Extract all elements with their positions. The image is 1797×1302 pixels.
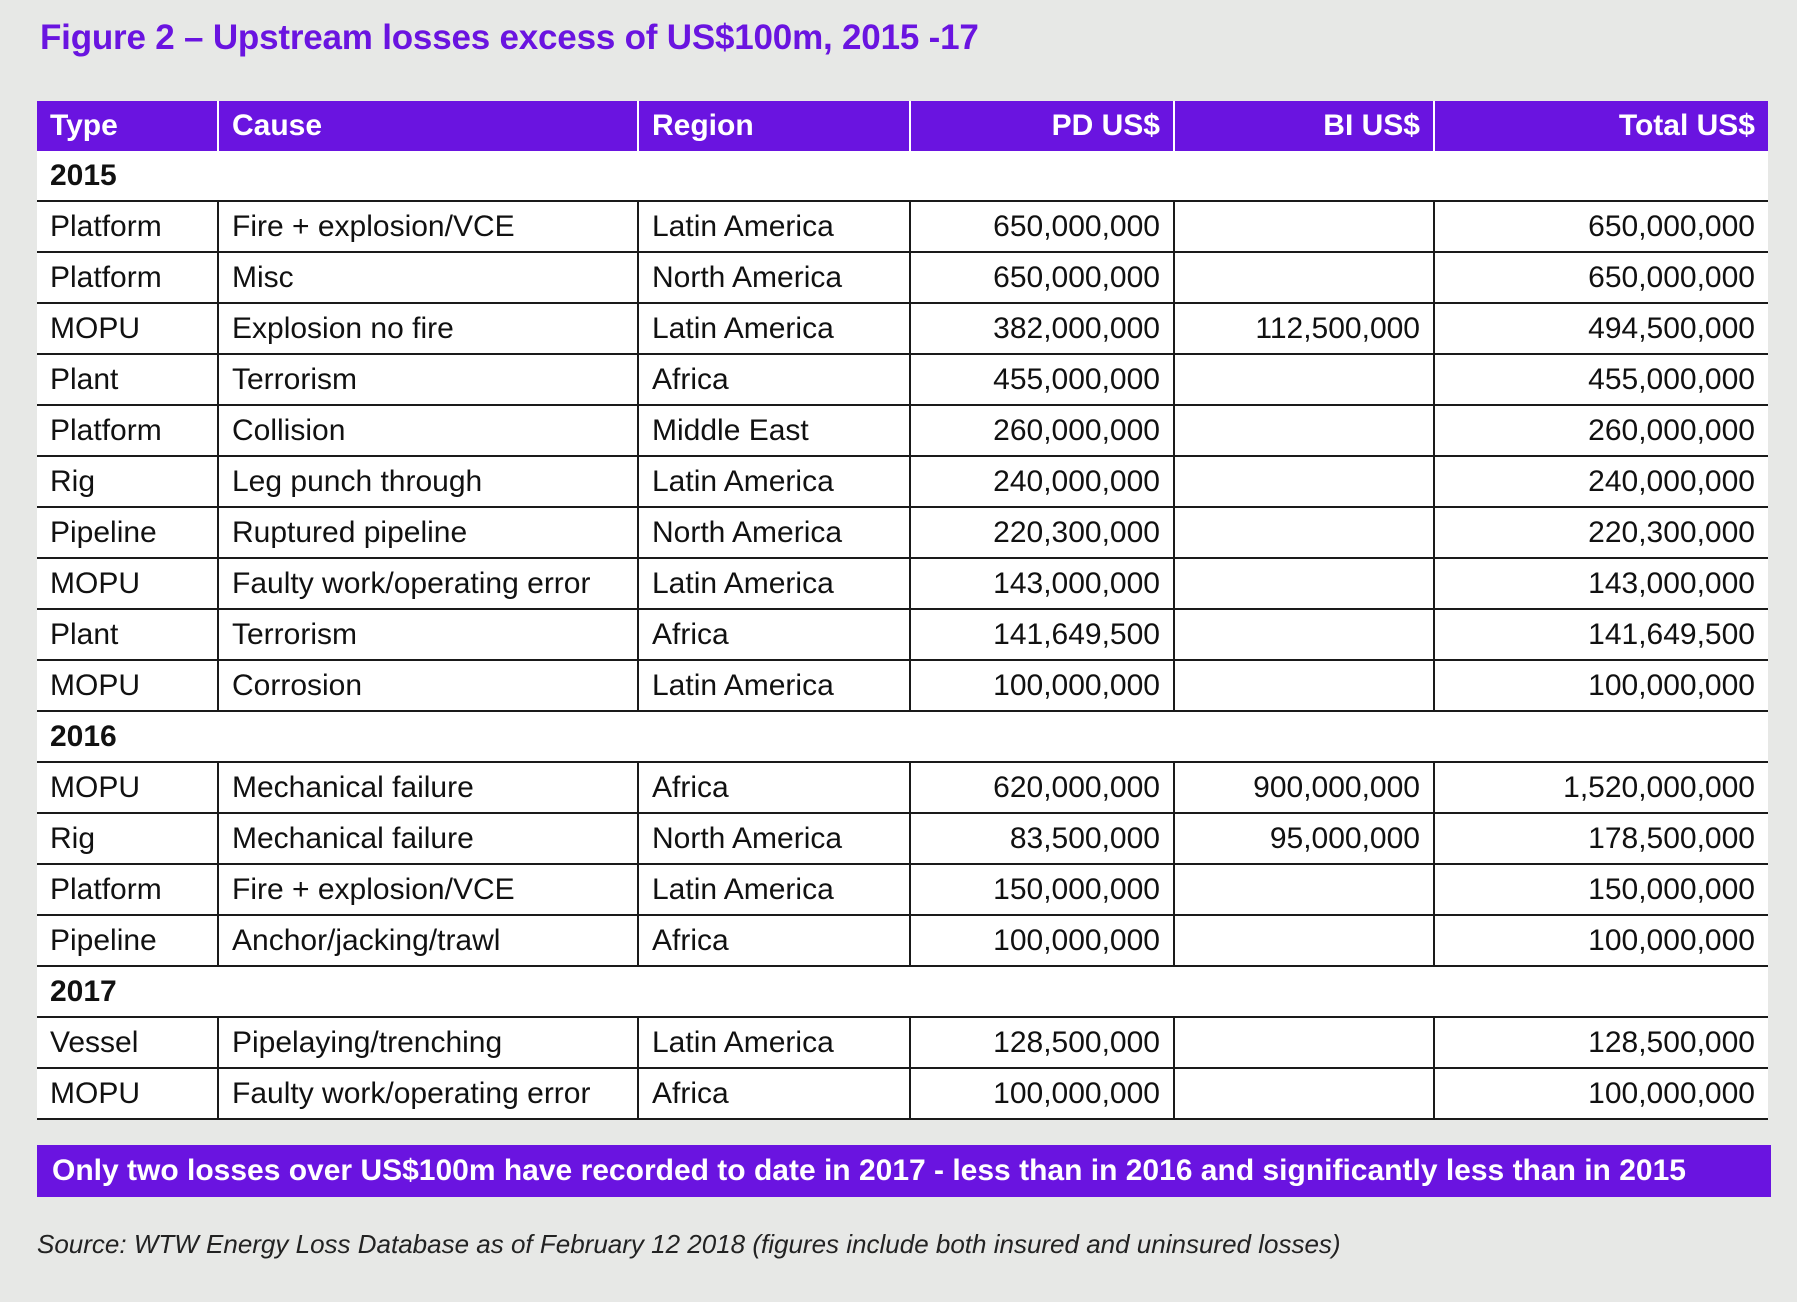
- cell-type: Plant: [37, 609, 218, 660]
- cell-region: Latin America: [638, 201, 910, 252]
- column-header-total: Total US$: [1434, 101, 1768, 151]
- column-header-pd: PD US$: [910, 101, 1174, 151]
- losses-table: [37, 101, 1768, 1120]
- cell-total: 260,000,000: [1434, 405, 1768, 456]
- cell-total: 100,000,000: [1434, 1068, 1768, 1119]
- cell-bi: [1174, 1068, 1434, 1119]
- cell-bi: [1174, 507, 1434, 558]
- cell-type: Pipeline: [37, 507, 218, 558]
- cell-cause: Corrosion: [218, 660, 638, 711]
- cell-region: Africa: [638, 354, 910, 405]
- cell-region: Latin America: [638, 864, 910, 915]
- cell-pd: 141,649,500: [910, 609, 1174, 660]
- cell-type: MOPU: [37, 762, 218, 813]
- cell-bi: [1174, 864, 1434, 915]
- cell-pd: 455,000,000: [910, 354, 1174, 405]
- cell-pd: 620,000,000: [910, 762, 1174, 813]
- cell-total: 494,500,000: [1434, 303, 1768, 354]
- losses-table-container: [37, 101, 1768, 1120]
- cell-total: 100,000,000: [1434, 660, 1768, 711]
- cell-type: Platform: [37, 864, 218, 915]
- figure-title: Figure 2 – Upstream losses excess of US$100m, 2015 -17: [40, 18, 979, 57]
- table-row: [37, 354, 1768, 405]
- table-header-row: [37, 101, 1768, 151]
- cell-cause: Misc: [218, 252, 638, 303]
- table-row: [37, 813, 1768, 864]
- cell-total: 141,649,500: [1434, 609, 1768, 660]
- cell-cause: Mechanical failure: [218, 813, 638, 864]
- cell-bi: [1174, 405, 1434, 456]
- cell-cause: Faulty work/operating error: [218, 1068, 638, 1119]
- cell-cause: Pipelaying/trenching: [218, 1017, 638, 1068]
- cell-region: North America: [638, 507, 910, 558]
- table-row: [37, 762, 1768, 813]
- table-row: [37, 405, 1768, 456]
- cell-total: 220,300,000: [1434, 507, 1768, 558]
- cell-cause: Mechanical failure: [218, 762, 638, 813]
- cell-region: North America: [638, 252, 910, 303]
- cell-type: Platform: [37, 405, 218, 456]
- cell-bi: [1174, 660, 1434, 711]
- cell-region: Latin America: [638, 303, 910, 354]
- table-row: [37, 558, 1768, 609]
- table-row: [37, 609, 1768, 660]
- table-row: [37, 303, 1768, 354]
- cell-region: Latin America: [638, 1017, 910, 1068]
- cell-type: MOPU: [37, 558, 218, 609]
- cell-total: 178,500,000: [1434, 813, 1768, 864]
- cell-region: Africa: [638, 915, 910, 966]
- cell-cause: Terrorism: [218, 354, 638, 405]
- year-label: 2015: [37, 151, 1768, 201]
- year-group-row: [37, 151, 1768, 201]
- cell-pd: 100,000,000: [910, 660, 1174, 711]
- cell-pd: 83,500,000: [910, 813, 1174, 864]
- cell-bi: 900,000,000: [1174, 762, 1434, 813]
- cell-bi: [1174, 354, 1434, 405]
- source-footnote: Source: WTW Energy Loss Database as of February 12 2018 (figures include both insured and uninsured losses): [37, 1229, 1341, 1259]
- cell-cause: Collision: [218, 405, 638, 456]
- cell-pd: 240,000,000: [910, 456, 1174, 507]
- cell-region: Africa: [638, 1068, 910, 1119]
- cell-pd: 150,000,000: [910, 864, 1174, 915]
- summary-note-banner: Only two losses over US$100m have recorded to date in 2017 - less than in 2016 and significantly less than in 2015: [37, 1145, 1771, 1197]
- cell-region: Middle East: [638, 405, 910, 456]
- cell-pd: 143,000,000: [910, 558, 1174, 609]
- cell-bi: [1174, 558, 1434, 609]
- cell-type: MOPU: [37, 1068, 218, 1119]
- table-row: [37, 660, 1768, 711]
- cell-pd: 128,500,000: [910, 1017, 1174, 1068]
- cell-type: Platform: [37, 201, 218, 252]
- cell-bi: 112,500,000: [1174, 303, 1434, 354]
- cell-pd: 650,000,000: [910, 252, 1174, 303]
- column-header-region: Region: [638, 101, 910, 151]
- year-group-row: [37, 711, 1768, 762]
- cell-bi: [1174, 915, 1434, 966]
- cell-bi: [1174, 201, 1434, 252]
- column-header-type: Type: [37, 101, 218, 151]
- cell-pd: 260,000,000: [910, 405, 1174, 456]
- cell-type: Rig: [37, 813, 218, 864]
- cell-region: Latin America: [638, 456, 910, 507]
- cell-type: Pipeline: [37, 915, 218, 966]
- cell-pd: 100,000,000: [910, 1068, 1174, 1119]
- cell-total: 128,500,000: [1434, 1017, 1768, 1068]
- table-row: [37, 915, 1768, 966]
- cell-total: 455,000,000: [1434, 354, 1768, 405]
- cell-cause: Faulty work/operating error: [218, 558, 638, 609]
- table-row: [37, 1017, 1768, 1068]
- cell-type: Vessel: [37, 1017, 218, 1068]
- cell-total: 143,000,000: [1434, 558, 1768, 609]
- cell-total: 650,000,000: [1434, 252, 1768, 303]
- table-row: [37, 201, 1768, 252]
- cell-bi: [1174, 456, 1434, 507]
- cell-region: Africa: [638, 609, 910, 660]
- cell-bi: [1174, 252, 1434, 303]
- year-label: 2016: [37, 711, 1768, 762]
- cell-total: 650,000,000: [1434, 201, 1768, 252]
- cell-cause: Anchor/jacking/trawl: [218, 915, 638, 966]
- cell-pd: 650,000,000: [910, 201, 1174, 252]
- cell-total: 150,000,000: [1434, 864, 1768, 915]
- column-header-cause: Cause: [218, 101, 638, 151]
- cell-bi: [1174, 1017, 1434, 1068]
- year-group-row: [37, 966, 1768, 1017]
- cell-total: 1,520,000,000: [1434, 762, 1768, 813]
- cell-region: Latin America: [638, 558, 910, 609]
- cell-cause: Fire + explosion/VCE: [218, 201, 638, 252]
- cell-type: Plant: [37, 354, 218, 405]
- cell-region: North America: [638, 813, 910, 864]
- table-row: [37, 456, 1768, 507]
- cell-type: Platform: [37, 252, 218, 303]
- year-label: 2017: [37, 966, 1768, 1017]
- cell-cause: Ruptured pipeline: [218, 507, 638, 558]
- cell-pd: 382,000,000: [910, 303, 1174, 354]
- cell-cause: Explosion no fire: [218, 303, 638, 354]
- cell-region: Africa: [638, 762, 910, 813]
- cell-cause: Leg punch through: [218, 456, 638, 507]
- cell-type: MOPU: [37, 303, 218, 354]
- table-row: [37, 864, 1768, 915]
- cell-type: MOPU: [37, 660, 218, 711]
- table-row: [37, 252, 1768, 303]
- column-header-bi: BI US$: [1174, 101, 1434, 151]
- cell-cause: Fire + explosion/VCE: [218, 864, 638, 915]
- cell-type: Rig: [37, 456, 218, 507]
- cell-bi: 95,000,000: [1174, 813, 1434, 864]
- cell-pd: 100,000,000: [910, 915, 1174, 966]
- cell-total: 240,000,000: [1434, 456, 1768, 507]
- cell-region: Latin America: [638, 660, 910, 711]
- table-row: [37, 507, 1768, 558]
- table-row: [37, 1068, 1768, 1119]
- table-body: [37, 151, 1768, 1119]
- cell-pd: 220,300,000: [910, 507, 1174, 558]
- cell-total: 100,000,000: [1434, 915, 1768, 966]
- cell-cause: Terrorism: [218, 609, 638, 660]
- cell-bi: [1174, 609, 1434, 660]
